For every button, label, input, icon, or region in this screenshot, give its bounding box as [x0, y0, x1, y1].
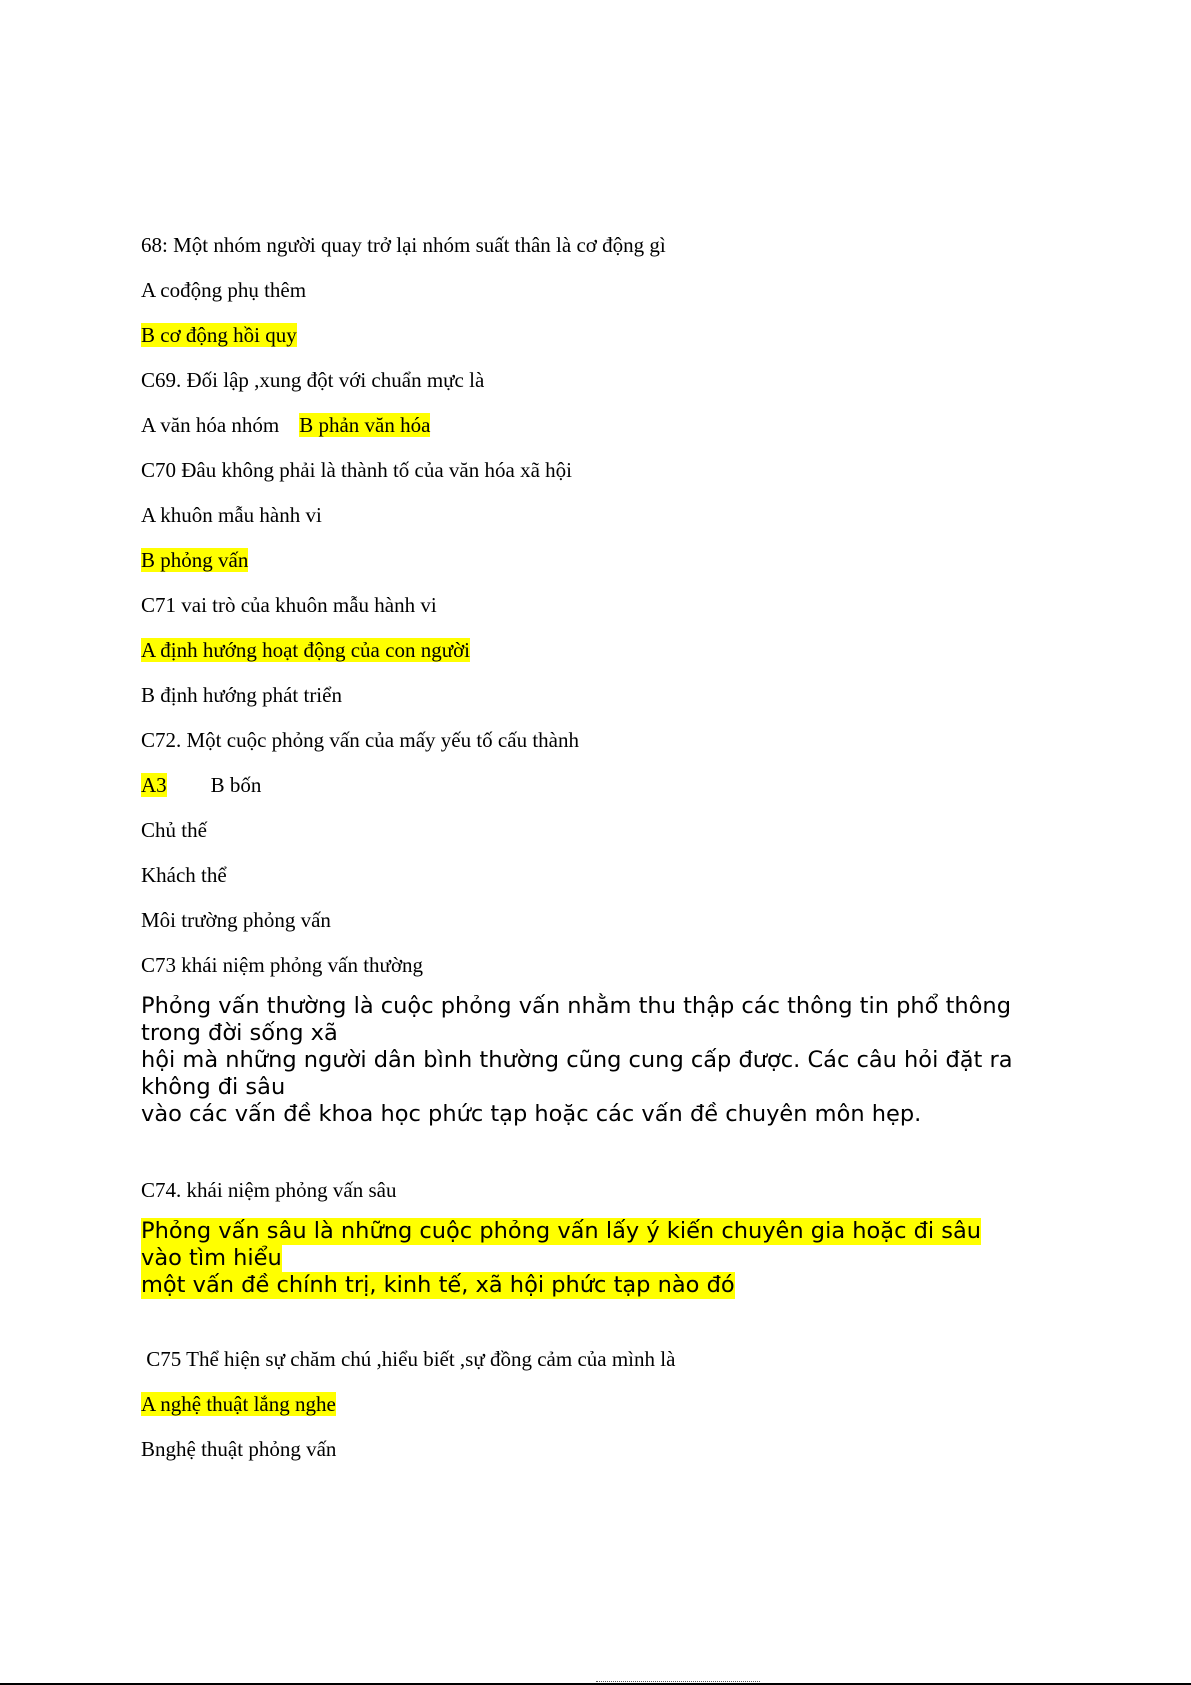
- question-69: C69. Đối lập ,xung đột với chuẩn mực là: [141, 368, 485, 392]
- answer-line: không đi sâu: [141, 1074, 286, 1100]
- question-75: C75 Thể hiện sự chăm chú ,hiểu biết ,sự đồng cảm của mình là: [141, 1347, 676, 1371]
- question-74: C74. khái niệm phỏng vấn sâu: [141, 1178, 397, 1202]
- answer-line: vào các vấn đề khoa học phức tạp hoặc các vấn đề chuyên môn hẹp.: [141, 1101, 922, 1127]
- question-73: C73 khái niệm phỏng vấn thường: [141, 953, 424, 977]
- q69-option-b-answer: B phản văn hóa: [299, 413, 431, 437]
- answer-highlight: A nghệ thuật lắng nghe: [141, 1392, 336, 1416]
- q68-option-b-answer: [141, 322, 297, 348]
- question-70: C70 Đâu không phải là thành tố của văn hóa xã hội: [141, 458, 572, 482]
- q72-options: [141, 772, 261, 798]
- q71-option-b: B định hướng phát triển: [141, 683, 342, 707]
- q72-option-a-answer: A3: [141, 773, 167, 797]
- answer-line: Phỏng vấn thường là cuộc phỏng vấn nhằm thu thập các thông tin phổ thông: [141, 993, 1011, 1019]
- answer-highlight: B cơ động hồi quy: [141, 323, 297, 347]
- q69-options: [141, 412, 430, 438]
- q70-option-b-answer: [141, 547, 248, 573]
- answer-line: Phỏng vấn sâu là những cuộc phỏng vấn lấy ý kiến chuyên gia hoặc đi sâu: [141, 1218, 982, 1244]
- q72-item: Khách thể: [141, 863, 227, 887]
- q70-option-a: A khuôn mẫu hành vi: [141, 503, 322, 527]
- question-68: 68: Một nhóm người quay trở lại nhóm suất thân là cơ động gì: [141, 233, 666, 257]
- q72-option-b: B bốn: [210, 773, 262, 797]
- answer-highlight: A định hướng hoạt động của con người: [141, 638, 471, 662]
- q68-option-a: A cođộng phụ thêm: [141, 278, 307, 302]
- answer-line: một vấn đề chính trị, kinh tế, xã hội phức tạp nào đó: [141, 1272, 735, 1298]
- q72-item: Môi trường phỏng vấn: [141, 908, 331, 932]
- q72-item: Chủ thế: [141, 818, 207, 842]
- q71-option-a-answer: [141, 637, 470, 663]
- q75-option-b: Bnghệ thuật phỏng vấn: [141, 1437, 337, 1461]
- question-71: C71 vai trò của khuôn mẫu hành vi: [141, 593, 437, 617]
- q74-answer: [141, 1218, 1076, 1299]
- answer-line: vào tìm hiểu: [141, 1245, 282, 1271]
- q75-option-a-answer: [141, 1391, 336, 1417]
- answer-line: hội mà những người dân bình thường cũng cung cấp được. Các câu hỏi đặt ra: [141, 1047, 1013, 1073]
- q69-option-a: A văn hóa nhóm: [141, 413, 280, 437]
- answer-line: trong đời sống xã: [141, 1020, 338, 1046]
- answer-highlight: B phỏng vấn: [141, 548, 249, 572]
- q73-answer: [141, 993, 1076, 1128]
- question-72: C72. Một cuộc phỏng vấn của mấy yếu tố cấu thành: [141, 728, 579, 752]
